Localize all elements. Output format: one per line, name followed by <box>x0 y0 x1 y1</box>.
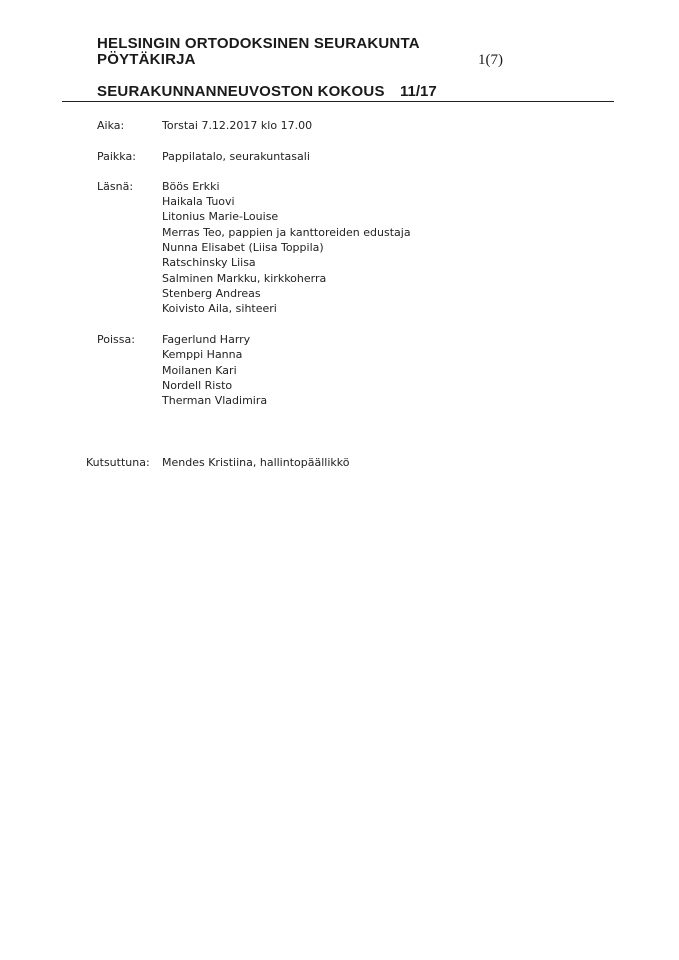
present-name: Salminen Markku, kirkkoherra <box>162 272 327 285</box>
meeting-title: SEURAKUNNANNEUVOSTON KOKOUS <box>97 83 385 100</box>
absent-name: Therman Vladimira <box>162 394 268 407</box>
absent-label: Poissa: <box>97 333 135 346</box>
present-name: Stenberg Andreas <box>162 287 261 300</box>
invited-label: Kutsuttuna: <box>86 456 150 469</box>
invited-value: Mendes Kristiina, hallintopäällikkö <box>162 456 350 469</box>
present-name: Ratschinsky Liisa <box>162 256 256 269</box>
meeting-number: 11/17 <box>400 83 437 100</box>
present-name: Koivisto Aila, sihteeri <box>162 302 277 315</box>
present-label: Läsnä: <box>97 180 134 193</box>
present-name: Nunna Elisabet (Liisa Toppila) <box>162 241 324 254</box>
present-name: Böös Erkki <box>162 180 220 193</box>
absent-name: Nordell Risto <box>162 379 233 392</box>
time-label: Aika: <box>97 119 125 132</box>
absent-name: Fagerlund Harry <box>162 333 251 346</box>
present-name: Haikala Tuovi <box>162 195 235 208</box>
page-number: 1(7) <box>478 52 503 68</box>
organization-name: HELSINGIN ORTODOKSINEN SEURAKUNTA <box>97 35 420 52</box>
absent-name: Moilanen Kari <box>162 364 237 377</box>
absent-name: Kemppi Hanna <box>162 348 243 361</box>
header-divider <box>62 101 614 102</box>
document-type: PÖYTÄKIRJA <box>97 51 196 68</box>
place-label: Paikka: <box>97 150 136 163</box>
time-value: Torstai 7.12.2017 klo 17.00 <box>162 119 313 132</box>
present-name: Merras Teo, pappien ja kanttoreiden edustaja <box>162 226 411 239</box>
present-name: Litonius Marie-Louise <box>162 210 279 223</box>
place-value: Pappilatalo, seurakuntasali <box>162 150 310 163</box>
